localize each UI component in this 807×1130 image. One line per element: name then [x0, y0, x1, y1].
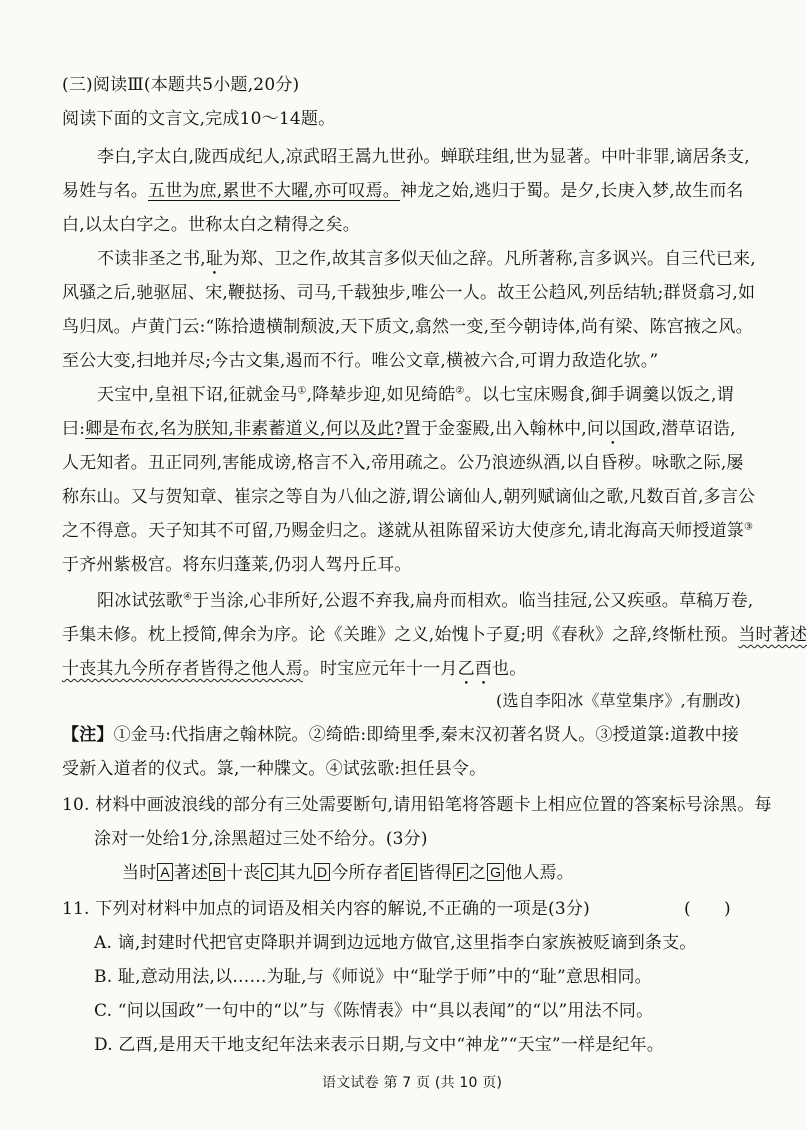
answer-box-g[interactable]: G [487, 863, 504, 881]
segment: 皆得 [417, 863, 453, 883]
passage-p3-line5 [62, 520, 753, 542]
passage-source: (选自李阳冰《草堂集序》,有删改) [496, 691, 741, 710]
dotted-word-yi: 以 [604, 419, 622, 439]
passage-p2-line4: 至公大变,扫地并尽;今古文集,遏而不行。唯公文章,横被六合,可谓力敌造化欤。” [62, 351, 659, 371]
q11-option-c: C. “问以国政”一句中的“以”与《陈情表》中“具以表闻”的“以”用法不同。 [94, 1001, 654, 1021]
passage-p3-line3: 人无知者。丑正同列,害能成谤,格言不入,帝用疏之。公乃浪迹纵酒,以自昏秽。咏歌之际,屡 [62, 453, 744, 473]
underlined-sentence: 卿是布衣,名为朕知,非素蓄道义,何以及此? [85, 419, 404, 439]
passage-p2-line2: 风骚之后,驰驱屈、宋,鞭挞扬、司马,千载独步,唯公一人。故王公趋风,列岳结轨;群贤翕习,如 [62, 283, 756, 303]
text-span: 于当涂,心非所好,公遐不弃我,扁舟而相欢。临当挂冠,公又疾亟。草稿万卷, [192, 591, 754, 611]
text-span: 阳冰试弦歌 [97, 591, 183, 611]
segment: 十丧 [225, 863, 261, 883]
passage-p3-line2 [62, 418, 736, 449]
passage-p2-line3: 鸟归凤。卢黄门云:“陈拾遗横制颓波,天下质文,翕然一变,至今朝诗体,尚有梁、陈宫掖之风。 [62, 317, 753, 337]
passage-p3-line6: 于齐州紫极宫。将东归蓬莱,仍羽人驾丹丘耳。 [62, 555, 412, 575]
footnote-ref-3: ③ [744, 521, 754, 533]
passage-p1-line3: 白,以太白字之。世称太白之精得之矣。 [62, 215, 361, 235]
answer-box-a[interactable]: A [157, 863, 173, 881]
text-span: 也。 [492, 659, 527, 679]
passage-p3-line1 [97, 384, 734, 406]
q11-stem: 11. 下列对材料中加点的词语及相关内容的解说,不正确的一项是(3分) [62, 899, 590, 919]
page-footer: 语文试卷 第 7 页 (共 10 页) [322, 1075, 503, 1091]
underlined-sentence: 五世为庶,累世不大曜,亦可叹焉。 [148, 181, 401, 201]
answer-box-f[interactable]: F [453, 863, 468, 881]
passage-p4-line2 [62, 624, 807, 646]
text-span: 易姓与名。 [62, 181, 148, 201]
section-instruction: 阅读下面的文言文,完成10～14题。 [62, 109, 336, 129]
passage-p4-line3 [62, 658, 526, 689]
text-span: 置于金銮殿,出入翰林中,问 [403, 419, 605, 439]
footnote-ref-1: ① [297, 385, 307, 397]
notes-label: 【注】 [62, 725, 114, 745]
segment: 著述 [173, 863, 209, 883]
segment: 当时 [122, 863, 157, 883]
section-title: (三)阅读Ⅲ(本题共5小题,20分) [62, 75, 300, 95]
segment: 其九 [278, 863, 314, 883]
q10-stem-line2: 涂对一处给1分,涂黑超过三处不给分。(3分) [94, 829, 428, 849]
segment: 之 [468, 863, 487, 883]
passage-p1-line1: 李白,字太白,陇西成纪人,凉武昭王暠九世孙。蝉联珪组,世为显著。中叶非罪,谪居条支, [97, 147, 750, 167]
passage-p3-line4: 称东山。又与贺知章、崔宗之等自为八仙之游,谓公谪仙人,朝列赋谪仙之歌,凡数百首,多言公 [62, 487, 756, 507]
notes-line2: 受新入道者的仪式。箓,一种牒文。④试弦歌:担任县令。 [62, 759, 487, 779]
text-span: 之不得意。天子知其不可留,乃赐金归之。遂就从祖陈留采访大使彦允,请北海高天师授道箓 [62, 521, 745, 541]
passage-p4-line1 [97, 590, 753, 612]
wavy-underline-part1: 当时著述 [738, 625, 807, 645]
text-span: 为郑、卫之作,故其言多似天仙之辞。凡所著称,言多讽兴。自三代已来, [223, 249, 756, 269]
text-span: 。时宝应元年十一月 [302, 659, 458, 679]
q11-answer-paren[interactable]: ( ) [684, 899, 745, 919]
text-span: 。以七宝床赐食,御手调羹以饭之,谓 [464, 385, 734, 405]
text-span: 神龙之始,逃归于蜀。是夕,长庚入梦,故生而名 [400, 181, 744, 201]
answer-box-b[interactable]: B [209, 863, 225, 881]
footnote-ref-2: ② [455, 385, 465, 397]
notes-line1 [62, 724, 739, 746]
dotted-word-chi: 耻 [205, 249, 224, 269]
text-span: 曰: [62, 419, 86, 439]
q11-option-a: A. 谪,封建时代把官吏降职并调到边远地方做官,这里指李白家族被贬谪到条支。 [94, 933, 697, 953]
text-span: 国政,潜草诏诰, [621, 419, 736, 439]
q11-option-b: B. 耻,意动用法,以……为耻,与《师说》中“耻学于师”中的“耻”意思相同。 [94, 967, 652, 987]
passage-p2-line1 [97, 248, 756, 279]
text-span: ①金马:代指唐之翰林院。②绮皓:即绮里季,秦末汉初著名贤人。③授道箓:道教中接 [113, 725, 739, 745]
segment: 今所存者 [331, 863, 401, 883]
q10-answer-strip [122, 862, 574, 884]
text-span: 不读非圣之书, [97, 249, 206, 269]
text-span: 天宝中,皇祖下诏,征就金马 [97, 385, 298, 405]
passage-p1-line2 [62, 180, 744, 202]
q10-stem-line1: 10. 材料中画波浪线的部分有三处需要断句,请用铅笔将答题卡上相应位置的答案标号涂黑。每 [62, 795, 772, 815]
segment: 他人焉。 [505, 863, 574, 883]
wavy-underline-part2: 十丧其九今所存者皆得之他人焉 [62, 659, 303, 679]
q11-option-d: D. 乙酉,是用天干地支纪年法来表示日期,与文中“神龙”“天宝”一样是纪年。 [94, 1035, 665, 1055]
answer-box-e[interactable]: E [401, 863, 417, 881]
text-span: 手集未修。枕上授简,俾余为序。论《关雎》之义,始愧卜子夏;明《春秋》之辞,终惭杜预。 [62, 625, 739, 645]
answer-box-c[interactable]: C [261, 863, 277, 881]
text-span: ,降辇步迎,如见绮皓 [306, 385, 456, 405]
dotted-word-yiyou: 乙酉 [457, 659, 493, 679]
answer-box-d[interactable]: D [314, 863, 330, 881]
footnote-ref-4: ④ [183, 591, 193, 603]
